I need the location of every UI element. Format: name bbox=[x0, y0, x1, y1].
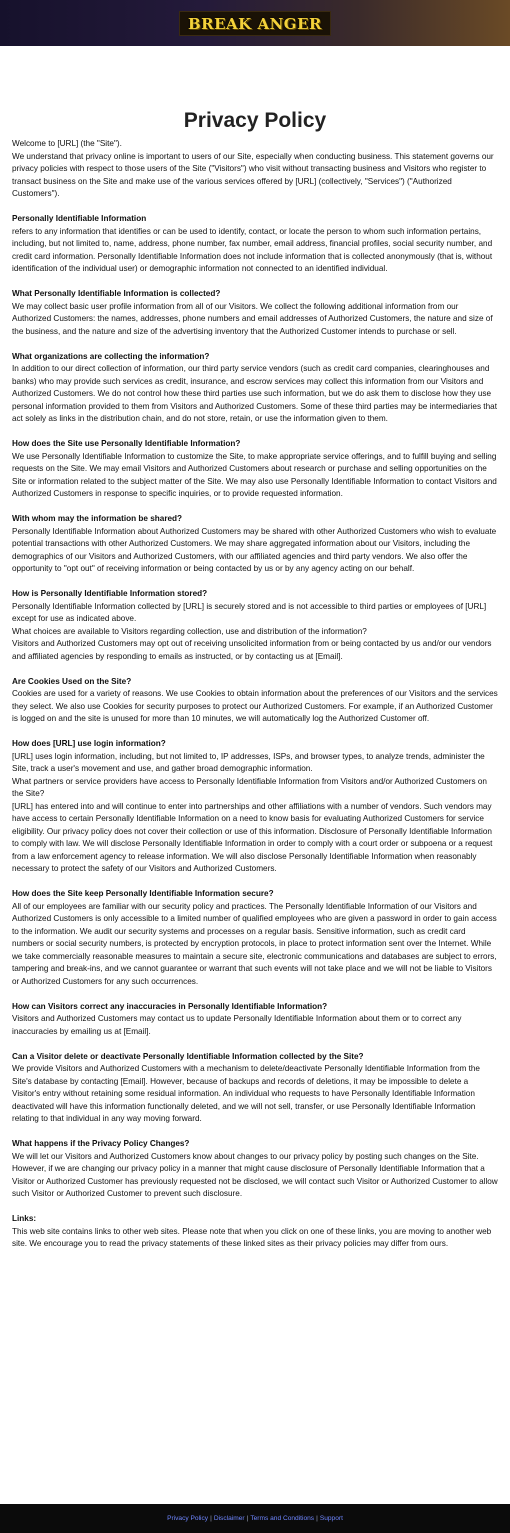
section-pii-use bbox=[12, 438, 498, 501]
section-corrections bbox=[12, 1001, 498, 1039]
site-footer bbox=[0, 1504, 510, 1533]
footer-link-disclaimer[interactable]: Disclaimer bbox=[213, 1515, 245, 1522]
section-login-info bbox=[12, 738, 498, 876]
section-paragraph: We provide Visitors and Authorized Customers with a mechanism to delete/deactivate Personally Identifiable Information from the Site's database by contacting [Email]. However, because of backups and records of deletions, it may be impossible to delete a Visitor's entry without retaining some residual information. An individual who requests to have Personally Identifiable Information deactivated will have this information functionally deleted, and we will not sell, transfer, or use Personally Identifiable Information relating to that individual in any way moving forward. bbox=[12, 1064, 480, 1123]
footer-separator: | bbox=[316, 1515, 318, 1522]
section-heading: Can a Visitor delete or deactivate Personally Identifiable Information collected by the Site? bbox=[12, 1051, 364, 1061]
section-pii bbox=[12, 213, 498, 276]
section-heading: What Personally Identifiable Information is collected? bbox=[12, 289, 221, 298]
section-paragraph: refers to any information that identifies or can be used to identify, contact, or locate the person to whom such information pertains, including, but not limited to, name, address, phone number, fax number, email address, financial profiles, social security number, and credit card information. Personally Identifiable Information does not include information that is collected anonymously (that is, without identification of the individual user) or demographic information not connected to an identified individual. bbox=[12, 226, 493, 273]
section-paragraph: We will let our Visitors and Authorized Customers know about changes to our privacy policy by posting such changes on the Site. However, if we are changing our privacy policy in a manner that might cause disclosure of Personally Identifiable Information that a Visitor or Authorized Customer has previously requested not be disclosed, we will contact such Visitor or Authorized Customer to allow such Visitor or Authorized Customer to prevent such disclosure. bbox=[12, 1151, 498, 1198]
page-title: Privacy Policy bbox=[183, 109, 327, 132]
section-policy-changes bbox=[12, 1138, 498, 1201]
section-paragraph: This web site contains links to other web sites. Please note that when you click on one of these links, you are moving to another web site. We encourage you to read the privacy statements of these linked sites as their privacy policies may differ from ours. bbox=[12, 1226, 492, 1248]
section-cookies bbox=[12, 676, 498, 726]
site-logo[interactable]: BREAK ANGER bbox=[179, 11, 331, 36]
section-paragraph: We use Personally Identifiable Information to customize the Site, to make appropriate service offerings, and to fulfill buying and selling requests on the Site. We may email Visitors and Authorized Customers about research or purchase and selling opportunities on the Site or information related to the subject matter of the Site. We may also use Personally Identifiable Information to contact Visitors and Authorized Customers in response to specific inquiries, or to provide requested information. bbox=[12, 451, 497, 498]
section-heading: How can Visitors correct any inaccuracies in Personally Identifiable Information? bbox=[12, 1001, 328, 1011]
footer-link-terms[interactable]: Terms and Conditions bbox=[250, 1515, 315, 1522]
section-heading: Are Cookies Used on the Site? bbox=[12, 676, 132, 686]
section-storage bbox=[12, 588, 498, 663]
section-organizations bbox=[12, 351, 498, 426]
intro bbox=[12, 138, 498, 201]
footer-separator: | bbox=[246, 1515, 249, 1522]
policy-sections bbox=[12, 213, 498, 1251]
section-paragraph: Visitors and Authorized Customers may contact us to update Personally Identifiable Information about them or to correct any inaccuracies by emailing us at [Email]. bbox=[12, 1014, 462, 1036]
section-security bbox=[12, 888, 498, 988]
intro-paragraph: We understand that privacy online is important to users of our Site, especially when conducting business. This statement governs our privacy policies with respect to those users of the Site ("Visitors") who visit without transacting business and Visitors who register to transact business on the Site and make use of the various services offered by [URL] (collectively, "Services") ("Authorized Customers"). bbox=[12, 151, 494, 198]
section-heading: How is Personally Identifiable Information stored? bbox=[12, 589, 208, 598]
section-heading: How does [URL] use login information? bbox=[12, 739, 166, 748]
section-paragraph: All of our employees are familiar with our security policy and practices. The Personally Identifiable Information of our Visitors and Authorized Customers is only accessible to a limited number of qualified employees who are given a password in order to gain access to the information. We audit our security systems and processes on a regular basis. Sensitive information, such as credit card numbers or social security numbers, is protected by encryption protocols, in place to protect information sent over the Internet. While we take commercially reasonable measures to maintain a secure site, electronic communications and databases are subject to errors, tampering and break-ins, and we cannot guarantee or warrant that such events will not take place and we will not be liable to Visitors or Authorized Customers for any such occurrences. bbox=[12, 901, 497, 986]
section-heading: How does the Site keep Personally Identifiable Information secure? bbox=[12, 889, 274, 898]
footer-link-support[interactable]: Support bbox=[319, 1515, 343, 1522]
intro-line: Welcome to [URL] (the "Site"). bbox=[12, 139, 122, 148]
section-paragraph: We may collect basic user profile information from all of our Visitors. We collect the following additional information from our Authorized Customers: the names, addresses, phone numbers and email addresses of Authorized Customers, the nature and size of the business, and the nature and size of the advertising inventory that the Authorized Customer intends to purchase or sell. bbox=[12, 301, 493, 336]
site-header bbox=[0, 0, 510, 46]
section-paragraph: [URL] uses login information, including, but not limited to, IP addresses, ISPs, and browser types, to analyze trends, administer the Site, track a user's movement and use, and gather broad demographic information. bbox=[12, 751, 485, 773]
section-paragraph: In addition to our direct collection of information, our third party service vendors (such as credit card companies, clearinghouses and banks) who may provide such services as credit, insurance, and escrow services may collect this information from our Visitors and Authorized Customers. We do not control how these third parties use such information, but we do ask them to disclose how they use personal information provided to them from Visitors and Authorized Customers. Some of these third parties may be intermediaries that act solely as links in the distribution chain, and do not store, retain, or use the information given to them. bbox=[12, 364, 497, 423]
section-paragraph: Personally Identifiable Information about Authorized Customers may be shared with other Authorized Customers who wish to evaluate potential transactions with other Authorized Customers. We may share aggregated information about our Visitors, including the demographics of our Visitors and Authorized Customers, with our affiliated agencies and third party vendors. We also offer the opportunity to "opt out" of receiving information or being contacted by us or by any agency acting on our behalf. bbox=[12, 526, 497, 573]
section-paragraph: What partners or service providers have access to Personally Identifiable Information from Visitors and/or Authorized Customers on the Site? bbox=[12, 776, 487, 798]
main-content bbox=[0, 46, 510, 1504]
section-heading: What happens if the Privacy Policy Changes? bbox=[12, 1139, 190, 1148]
section-heading: Links: bbox=[12, 1214, 37, 1223]
section-heading: Personally Identifiable Information bbox=[12, 214, 147, 223]
section-heading: With whom may the information be shared? bbox=[12, 514, 183, 523]
section-deletion bbox=[12, 1051, 498, 1126]
section-paragraph: What choices are available to Visitors regarding collection, use and distribution of the information? bbox=[12, 626, 367, 636]
footer-separator: | bbox=[210, 1515, 212, 1522]
section-sharing bbox=[12, 513, 498, 576]
section-paragraph: Personally Identifiable Information collected by [URL] is securely stored and is not accessible to third parties or employees of [URL] except for use as indicated above. bbox=[12, 601, 487, 623]
section-heading: How does the Site use Personally Identifiable Information? bbox=[12, 439, 241, 448]
section-heading: What organizations are collecting the information? bbox=[12, 351, 210, 361]
section-paragraph: Cookies are used for a variety of reasons. We use Cookies to obtain information about the preferences of our Visitors and the services they select. We also use Cookies for security purposes to protect our Authorized Customers. For example, if an Authorized Customer is logged on and the site is unused for more than 10 minutes, we will automatically log the Authorized Customer off. bbox=[12, 689, 498, 723]
section-paragraph: Visitors and Authorized Customers may opt out of receiving unsolicited information from or being contacted by us and/or our vendors and affiliated agencies by responding to emails as instructed, or by contacting us at [Email]. bbox=[12, 639, 492, 661]
section-pii-collected bbox=[12, 288, 498, 338]
section-paragraph: [URL] has entered into and will continue to enter into partnerships and other affiliations with a number of vendors. Such vendors may have access to certain Personally Identifiable Information on a need to know basis for evaluating Authorized Customers for service eligibility. Our privacy policy does not cover their collection or use of this information. Disclosure of Personally Identifiable Information to comply with law. We will disclose Personally Identifiable Information in order to comply with a court order or subpoena or a request from a law enforcement agency to release information. We will also disclose Personally Identifiable Information when reasonably necessary to protect the safety of our Visitors and Authorized Customers. bbox=[12, 801, 493, 873]
footer-link-privacy-policy[interactable]: Privacy Policy bbox=[167, 1515, 209, 1522]
section-links bbox=[12, 1213, 498, 1251]
